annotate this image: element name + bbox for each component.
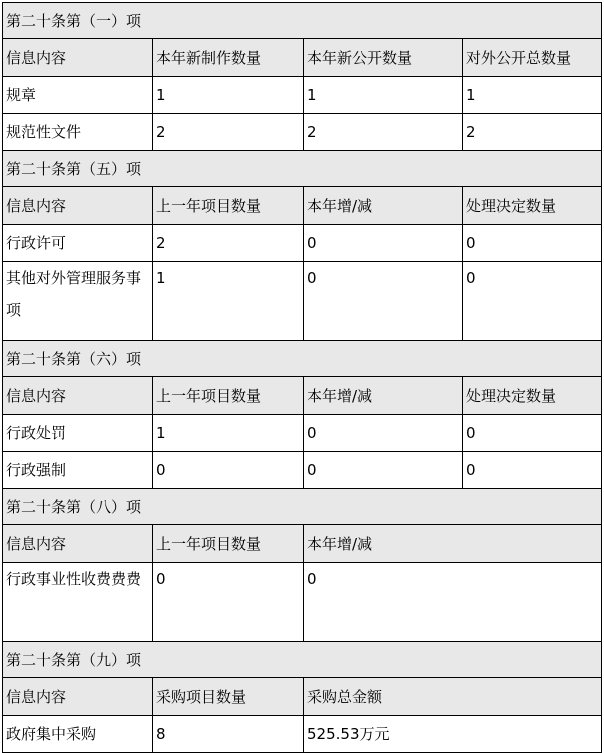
table-cell: 规章 xyxy=(3,77,153,114)
table-cell: 行政许可 xyxy=(3,225,153,262)
column-header: 本年增/减 xyxy=(304,187,463,225)
column-header: 处理决定数量 xyxy=(463,187,602,225)
column-header: 上一年项目数量 xyxy=(153,525,304,563)
column-header: 信息内容 xyxy=(3,39,153,77)
table-cell: 1 xyxy=(153,415,304,452)
column-header: 信息内容 xyxy=(3,187,153,225)
table-cell: 0 xyxy=(463,415,602,452)
table-cell: 0 xyxy=(463,225,602,262)
column-header: 处理决定数量 xyxy=(463,377,602,415)
header-row xyxy=(3,525,602,563)
section-row xyxy=(3,642,602,678)
table-cell: 行政事业性收费费费 xyxy=(3,563,153,642)
table-cell: 8 xyxy=(153,716,304,753)
header-row xyxy=(3,187,602,225)
column-header: 上一年项目数量 xyxy=(153,377,304,415)
header-row xyxy=(3,678,602,716)
table-cell: 0 xyxy=(153,452,304,489)
table-cell: 规范性文件 xyxy=(3,114,153,151)
column-header: 本年新公开数量 xyxy=(304,39,463,77)
header-row xyxy=(3,377,602,415)
table-row xyxy=(3,563,602,642)
column-header: 对外公开总数量 xyxy=(463,39,602,77)
section-title: 第二十条第（一）项 xyxy=(3,3,602,39)
column-header: 本年新制作数量 xyxy=(153,39,304,77)
table-row xyxy=(3,225,602,262)
section-title: 第二十条第（八）项 xyxy=(3,489,602,525)
table-row xyxy=(3,262,602,341)
table-cell: 政府集中采购 xyxy=(3,716,153,753)
table-cell: 0 xyxy=(304,225,463,262)
table-cell: 2 xyxy=(304,114,463,151)
section-title: 第二十条第（六）项 xyxy=(3,341,602,377)
table-row xyxy=(3,716,602,753)
table-cell: 0 xyxy=(304,452,463,489)
section-title: 第二十条第（九）项 xyxy=(3,642,602,678)
column-header: 信息内容 xyxy=(3,525,153,563)
column-header: 采购总金额 xyxy=(304,678,602,716)
section-row xyxy=(3,151,602,187)
column-header: 信息内容 xyxy=(3,678,153,716)
table-cell: 525.53万元 xyxy=(304,716,602,753)
table-cell: 行政强制 xyxy=(3,452,153,489)
table-cell: 0 xyxy=(304,415,463,452)
column-header: 本年增/减 xyxy=(304,525,602,563)
table-cell: 1 xyxy=(463,77,602,114)
header-row xyxy=(3,39,602,77)
column-header: 采购项目数量 xyxy=(153,678,304,716)
section-title: 第二十条第（五）项 xyxy=(3,151,602,187)
table-cell: 0 xyxy=(463,262,602,341)
table-cell: 0 xyxy=(304,563,602,642)
table-cell: 2 xyxy=(153,225,304,262)
table-cell: 2 xyxy=(153,114,304,151)
table-cell: 0 xyxy=(304,262,463,341)
table-cell: 2 xyxy=(463,114,602,151)
table-row xyxy=(3,114,602,151)
section-row xyxy=(3,489,602,525)
section-row xyxy=(3,341,602,377)
table-cell: 1 xyxy=(153,77,304,114)
table-row xyxy=(3,452,602,489)
table-cell: 0 xyxy=(153,563,304,642)
table-cell: 行政处罚 xyxy=(3,415,153,452)
column-header: 上一年项目数量 xyxy=(153,187,304,225)
section-row xyxy=(3,3,602,39)
table-row xyxy=(3,77,602,114)
table-cell: 1 xyxy=(304,77,463,114)
table-cell: 0 xyxy=(463,452,602,489)
column-header: 本年增/减 xyxy=(304,377,463,415)
disclosure-table xyxy=(2,2,602,753)
table-cell: 1 xyxy=(153,262,304,341)
table-row xyxy=(3,415,602,452)
table-cell: 其他对外管理服务事项 xyxy=(3,262,153,341)
column-header: 信息内容 xyxy=(3,377,153,415)
